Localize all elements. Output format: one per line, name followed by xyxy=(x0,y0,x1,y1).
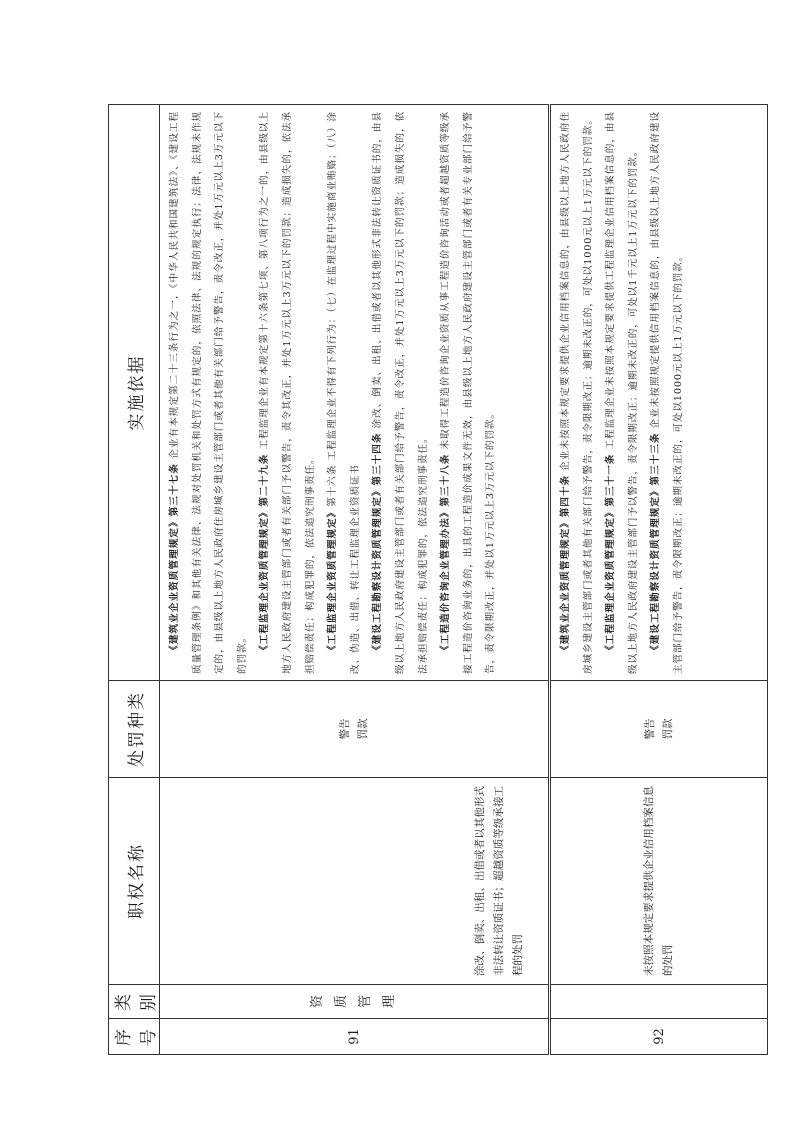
penalty-warning: 警告 xyxy=(339,718,351,740)
row-seq: 91 xyxy=(160,1019,550,1055)
basis-title: 《建筑业企业资质管理规定》第三十七条 xyxy=(169,462,180,655)
basis-paragraph xyxy=(600,111,645,674)
basis-paragraph xyxy=(645,111,690,674)
category-char: 资 xyxy=(310,995,325,1009)
row-category-empty xyxy=(550,985,768,1019)
penalty-fine: 罚款 xyxy=(357,718,369,740)
table-header-row xyxy=(109,105,160,1055)
basis-text: 企业未按照本规定要求提供企业信用档案信息的，由县级以上地方人民政府住房城乡建设主管部门或者其他有关部门给予警告，责令限期改正；逾期未改正的，可处以1000元以上1万元以下的罚款。 xyxy=(560,111,594,674)
basis-paragraph xyxy=(367,111,435,674)
basis-title: 《建设工程勘察设计资质管理规定》第三十三条 xyxy=(650,432,662,655)
basis-text: 第十六条 工程监理企业不得有下列行为：（七）在监理过程中实施商业贿赂；（八）涂改、伪造、出借、转让工程监理企业资质证书 xyxy=(327,111,361,674)
basis-paragraph xyxy=(254,111,322,674)
penalty-fine: 罚款 xyxy=(662,718,674,740)
basis-title: 《建设工程勘察设计资质管理规定》第三十四条 xyxy=(372,432,384,655)
basis-title: 《工程监理企业资质管理规定》第三十一条 xyxy=(605,453,617,655)
basis-text: 涂改、倒卖、出租、出借或者以其他形式非法转让资质证书的，由县级以上地方人民政府建设主管部门或者有关部门给予警告，责令改正，并处1万元以上3万元以下的罚款；造成损失的，依法承担赔偿责任；构成犯罪的，依法追究刑事责任。 xyxy=(372,111,429,674)
penalty-warning: 警告 xyxy=(644,718,656,740)
basis-paragraph xyxy=(555,111,600,674)
basis-title: 《工程监理企业资质管理规定》第二十九条 xyxy=(259,453,271,655)
category-char: 质 xyxy=(334,995,349,1009)
basis-text: 工程监理企业有本规定第十六条第七项、第八项行为之一的，由县级以上地方人民政府建设主管部门或者有关部门予以警告，责令其改正，并处1万元以上3万元以下的罚款；造成损失的，依法承担赔偿责任；构成犯罪的，依法追究刑事责任。 xyxy=(259,111,316,674)
header-name: 职权名称 xyxy=(109,778,160,985)
table-row xyxy=(160,105,550,1055)
header-category: 类别 xyxy=(109,985,160,1019)
row-basis xyxy=(160,105,550,681)
basis-paragraph xyxy=(435,111,503,674)
row-seq: 92 xyxy=(550,1019,768,1055)
basis-title: 《建筑业企业资质管理规定》第四十条 xyxy=(560,474,571,655)
basis-paragraph xyxy=(164,111,254,674)
basis-text: 企业未按照规定提供信用档案信息的，由县级以上地方人民政府建设主管部门给予警告，责令限期改正；逾期未改正的，可处以1000元以上1万元以下的罚款。 xyxy=(650,111,684,674)
row-basis xyxy=(550,105,768,681)
basis-text: 工程监理企业未按照本规定要求提供工程监理企业信用档案信息的，由县级以上地方人民政府建设主管部门予以警告，责令限期改正；逾期未改正的，可处以1千元以上1万元以下的罚款。 xyxy=(605,111,639,674)
basis-title: 《工程监理企业资质管理规定》 xyxy=(327,506,339,655)
basis-title: 《工程造价咨询企业管理办法》第三十八条 xyxy=(440,453,452,655)
row-penalty-type xyxy=(550,681,768,778)
row-penalty-type xyxy=(160,681,550,778)
basis-text: 未取得工程造价咨询企业资质从事工程造价咨询活动或者超越资质等级承接工程造价咨询业务的，出具的工程造价成果文件无效，由县级以上地方人民政府建设主管部门或者有关专业部门给予警告，责令限期改正，并处以1万元以上3万元以下的罚款。 xyxy=(440,111,497,674)
rotated-table-page xyxy=(108,105,768,1055)
basis-paragraph xyxy=(322,111,367,674)
penalty-table xyxy=(108,104,768,1055)
category-char: 管 xyxy=(358,995,373,1009)
row-category xyxy=(160,985,550,1019)
header-basis: 实施依据 xyxy=(109,105,160,681)
category-char: 理 xyxy=(382,995,397,1009)
row-name: 未按照本规定要求提供企业信用档案信息的处罚 xyxy=(550,778,768,985)
header-penalty-type: 处罚种类 xyxy=(109,681,160,778)
header-seq: 序号 xyxy=(109,1019,160,1055)
table-row xyxy=(550,105,768,1055)
row-name: 涂改、倒卖、出租、出借或者以其他形式非法转让资质证书；超越资质等级承接工程的处罚 xyxy=(160,778,550,985)
basis-text: 企业有本规定第二十三条行为之一，《中华人民共和国建筑法》、《建设工程质量管理条例》和其他有关法律、法规对处罚机关和处罚方式有规定的，依照法律、法规的规定执行；法律、法规未作规定的，由县级以上地方人民政府住房城乡建设主管部门或者其他有关部门给予警告，责令改正，并处1万元以上3万元以下的罚款。 xyxy=(169,110,248,674)
